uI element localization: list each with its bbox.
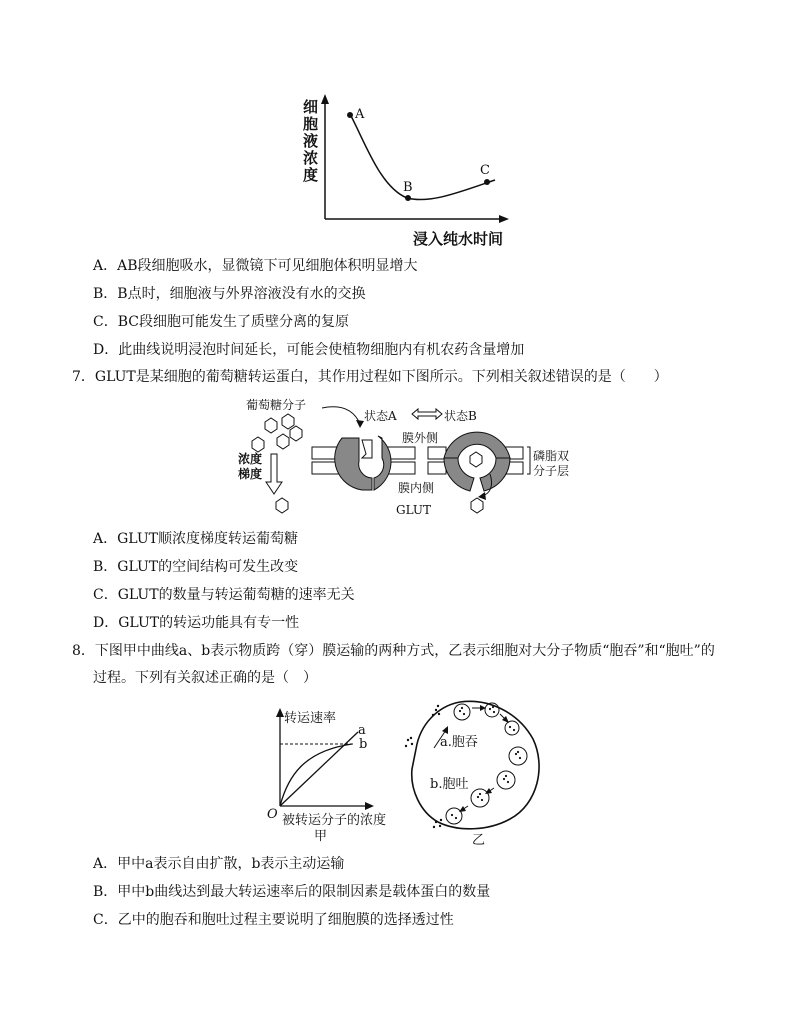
q7-stem: 7．GLUT是某细胞的葡萄糖转运蛋白，其作用过程如下图所示。下列相关叙述错误的是（ ） <box>72 369 668 385</box>
q8-stem-line-1: 8．下图甲中曲线a、b表示物质跨（穿）膜运输的两种方式，乙表示细胞对大分子物质“胞吞”和“胞吐”的 <box>72 643 715 659</box>
point-a-dot <box>347 112 353 118</box>
bilayer-label-1: 磷脂双 <box>533 449 570 463</box>
graph-caption: 甲 <box>314 829 328 844</box>
state-double-arrow <box>412 409 442 419</box>
gradient-label-1: 浓度 <box>238 452 263 466</box>
exocytosis-label: b.胞吐 <box>430 777 469 792</box>
glut-label: GLUT <box>396 503 432 517</box>
x-axis-arrow <box>499 215 509 223</box>
point-b-label: B <box>403 180 413 195</box>
q6-option-b: B．B点时，细胞液与外界溶液没有水的交换 <box>93 286 366 302</box>
glucose-arrow <box>322 407 360 424</box>
q7-option-d: D．GLUT的转运功能具有专一性 <box>93 615 300 631</box>
q8-option-c: C．乙中的胞吞和胞吐过程主要说明了细胞膜的选择透过性 <box>93 912 454 928</box>
y-label-char: 细 <box>303 98 319 116</box>
endocytosis-label: a.胞吞 <box>440 735 478 750</box>
transport-rate-graph <box>262 706 412 846</box>
bilayer-label-2: 分子层 <box>533 464 570 478</box>
outside-label: 膜外侧 <box>402 431 439 445</box>
glut-diagram <box>232 396 582 522</box>
y-axis-label: 转运速率 <box>284 711 337 726</box>
cell-caption: 乙 <box>472 833 486 848</box>
q7-option-c: C．GLUT的数量与转运葡萄糖的速率无关 <box>93 587 355 603</box>
point-c-label: C <box>480 163 490 178</box>
inside-label: 膜内侧 <box>398 481 435 495</box>
gradient-label-2: 梯度 <box>238 467 263 481</box>
bilayer-bracket <box>527 447 530 474</box>
endocytosis-exocytosis-cell <box>398 694 548 848</box>
x-axis-label: 浸入纯水时间 <box>413 230 504 248</box>
q7-option-b: B．GLUT的空间结构可发生改变 <box>93 559 299 575</box>
y-label-char: 浓 <box>303 149 319 167</box>
state-b-label: 状态B <box>444 409 477 423</box>
curve-b-label: b <box>359 737 368 752</box>
glut-protein-state-a-right <box>374 436 391 490</box>
curve-b-line <box>280 744 352 806</box>
q7-option-a: A．GLUT顺浓度梯度转运葡萄糖 <box>93 531 298 547</box>
point-c-dot <box>484 179 490 185</box>
q8-option-a: A．甲中a表示自由扩散，b表示主动运输 <box>93 856 345 872</box>
y-axis-arrow <box>321 94 329 104</box>
glucose-label: 葡萄糖分子 <box>246 398 307 412</box>
point-a-label: A <box>355 107 365 122</box>
q6-option-d: D．此曲线说明浸泡时间延长，可能会使植物细胞内有机农药含量增加 <box>93 342 525 358</box>
q6-option-c: C．BC段细胞可能发生了质壁分离的复原 <box>93 314 349 330</box>
y-label-char: 胞 <box>303 115 319 133</box>
q8-option-b: B．甲中b曲线达到最大转运速率后的限制因素是载体蛋白的数量 <box>93 884 491 900</box>
y-label-char: 度 <box>303 166 319 184</box>
origin-label: O <box>267 807 278 822</box>
point-b-dot <box>405 195 411 201</box>
state-a-label: 状态A <box>364 409 397 423</box>
cell-sap-concentration-graph <box>295 92 535 252</box>
concentration-curve <box>350 114 495 200</box>
x-axis-label: 被转运分子的浓度 <box>282 813 387 828</box>
q6-option-a: A．AB段细胞吸水，显微镜下可见细胞体积明显增大 <box>93 258 418 274</box>
q8-stem-line-2: 过程。下列有关叙述正确的是（ ） <box>93 670 317 686</box>
y-label-char: 液 <box>303 132 319 150</box>
curve-a-line <box>280 732 358 806</box>
curve-a-label: a <box>358 723 366 738</box>
gradient-arrow <box>266 454 282 494</box>
